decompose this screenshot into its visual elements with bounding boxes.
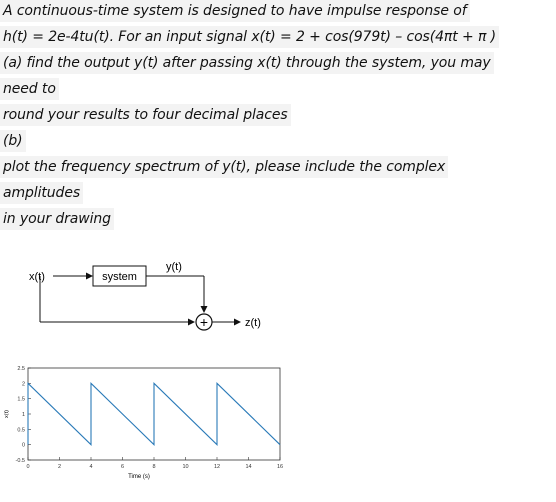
x-tick-label: 8	[152, 464, 156, 470]
y-tick-label: 2.5	[17, 366, 25, 372]
y-tick-label: 1	[21, 412, 25, 418]
x-tick-label: 6	[120, 464, 125, 470]
question-line-1: A continuous-time system is designed to have impulse response of	[0, 0, 470, 22]
x-tick-label: 2	[57, 464, 62, 470]
x-axis-label: Time (s)	[128, 474, 150, 480]
sum-symbol: +	[199, 314, 209, 330]
result-label: z(t)	[245, 317, 261, 329]
question-line-3: (a) find the output y(t) after passing x(t) through the system, you may	[0, 52, 494, 74]
question-line-7: plot the frequency spectrum of y(t), please include the complex	[0, 156, 448, 178]
input-label: x(t)	[29, 271, 45, 283]
y-tick-label: 0.5	[17, 427, 25, 434]
question-line-2: h(t) = 2e-4tu(t). For an input signal x(t) = 2 + cos(979t) – cos(4πt + π )	[0, 26, 499, 48]
y-axis-label: x(t)	[4, 410, 10, 418]
x-tick-label: 10	[182, 464, 189, 470]
question-line-5: round your results to four decimal places	[0, 104, 291, 126]
y-tick-label: 2	[21, 381, 25, 388]
x-tick-label: 4	[89, 464, 93, 470]
x-tick-label: 0	[26, 464, 30, 470]
sawtooth-chart	[4, 366, 283, 480]
system-label: system	[102, 271, 137, 283]
question-line-9: in your drawing	[0, 208, 114, 230]
question-line-8: amplitudes	[0, 182, 83, 204]
question-line-6: (b)	[0, 130, 26, 152]
x-tick-label: 14	[245, 464, 252, 470]
output-label: y(t)	[166, 261, 182, 273]
figure	[0, 252, 556, 498]
y-tick-label: -0.5	[15, 458, 25, 464]
block-diagram	[29, 261, 261, 330]
figure-svg	[0, 252, 556, 498]
y-tick-label: 0	[21, 442, 25, 449]
y-tick-label: 1.5	[17, 396, 25, 403]
question-line-4: need to	[0, 78, 59, 100]
x-tick-label: 12	[213, 464, 221, 470]
x-tick-label: 16	[276, 464, 284, 470]
